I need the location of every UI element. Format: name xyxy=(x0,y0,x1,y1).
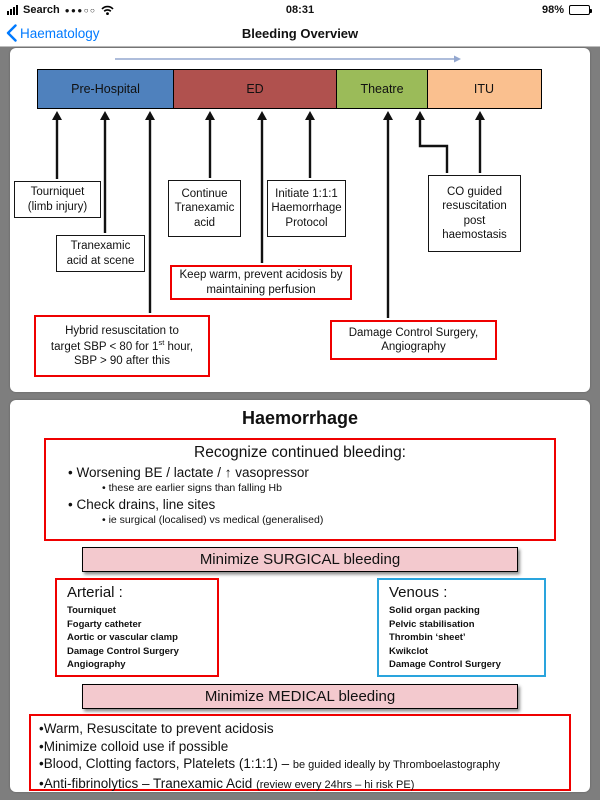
venous-item: Thrombin ‘sheet’ xyxy=(389,632,466,643)
recognize-sub-bullet: • these are earlier signs than falling Hb xyxy=(102,482,282,494)
medical-bullet: •Anti-fibrinolytics – Tranexamic Acid (review every 24hrs – hi risk PE) xyxy=(39,775,415,791)
arterial-item: Fogarty catheter xyxy=(67,618,142,630)
recognize-bullet: • Worsening BE / lactate / ↑ vasopressor xyxy=(68,465,309,480)
medical-bleeding-box xyxy=(29,714,571,791)
status-bar xyxy=(0,0,600,20)
medical-bullet: •Minimize colloid use if possible xyxy=(39,738,229,754)
venous-item: Damage Control Surgery xyxy=(389,659,501,670)
status-time: 08:31 xyxy=(285,4,315,16)
flow-box-damage-control: Damage Control Surgery, Angiography xyxy=(330,320,497,360)
battery-percent: 98% xyxy=(541,4,564,16)
stage-pre-hospital: Pre-Hospital xyxy=(37,69,174,109)
flow-box-txa-continue: Continue Tranexamic acid xyxy=(168,180,241,237)
back-button[interactable] xyxy=(0,24,106,42)
back-label: Haematology xyxy=(20,25,100,41)
arterial-item: Damage Control Surgery xyxy=(67,645,179,657)
recognize-bullet: • Check drains, line sites xyxy=(68,497,216,512)
venous-item: Solid organ packing xyxy=(389,605,480,616)
venous-box xyxy=(377,578,546,677)
arterial-item: Aortic or vascular clamp xyxy=(67,632,178,643)
venous-heading: Venous : xyxy=(389,584,448,601)
recognize-sub-bullet: • ie surgical (localised) vs medical (generalised) xyxy=(102,514,324,526)
cellular-signal-icon xyxy=(7,5,18,15)
document-area xyxy=(0,47,600,792)
signal-dots: ●●●○○ xyxy=(64,5,97,15)
arterial-heading: Arterial : xyxy=(67,584,123,601)
stage-ed: ED xyxy=(173,69,338,109)
venous-item: Kwikclot xyxy=(389,645,429,657)
status-left xyxy=(7,4,114,16)
carrier-label: Search xyxy=(23,4,60,16)
battery-icon xyxy=(569,5,590,15)
stage-itu: ITU xyxy=(427,69,542,109)
medical-bullet: •Blood, Clotting factors, Platelets (1:1:1) – be guided ideally by Thromboelastography xyxy=(39,756,500,771)
venous-item: Pelvic stabilisation xyxy=(389,618,475,630)
haemorrhage-panel xyxy=(10,400,590,792)
flow-box-tourniquet: Tourniquet (limb injury) xyxy=(14,181,101,218)
stage-theatre: Theatre xyxy=(336,69,428,109)
flow-box-111-protocol: Initiate 1:1:1 Haemorrhage Protocol xyxy=(267,180,346,237)
flow-box-keep-warm: Keep warm, prevent acidosis by maintaining perfusion xyxy=(170,265,352,300)
recognize-heading: Recognize continued bleeding: xyxy=(194,444,406,461)
medical-bleeding-banner: Minimize MEDICAL bleeding xyxy=(82,684,518,709)
flow-box-hybrid-resuscitation xyxy=(34,315,210,377)
flow-box-co-guided: CO guided resuscitation post haemostasis xyxy=(428,175,521,252)
back-chevron-icon xyxy=(6,24,17,42)
recognize-bleeding-box xyxy=(44,438,556,541)
timeline-stage-row xyxy=(37,69,542,109)
arterial-item: Angiography xyxy=(67,659,126,670)
arterial-item: Tourniquet xyxy=(67,605,116,616)
battery-cap xyxy=(590,9,592,13)
nav-bar xyxy=(0,20,600,47)
wifi-icon xyxy=(101,5,114,15)
page-title: Bleeding Overview xyxy=(241,25,359,41)
surgical-bleeding-banner: Minimize SURGICAL bleeding xyxy=(82,547,518,572)
flow-box-txa-scene: Tranexamic acid at scene xyxy=(56,235,145,272)
haemorrhage-title: Haemorrhage xyxy=(241,408,359,428)
hybrid-text: Hybrid resuscitation to target SBP < 80 for 1st hour, SBP > 90 after this xyxy=(50,324,194,368)
timeline-flowchart-panel xyxy=(10,48,590,392)
arrow-co-to-theatre xyxy=(420,114,447,173)
medical-bullet: •Warm, Resuscitate to prevent acidosis xyxy=(39,721,274,736)
status-right xyxy=(542,4,593,16)
arterial-box xyxy=(55,578,219,677)
